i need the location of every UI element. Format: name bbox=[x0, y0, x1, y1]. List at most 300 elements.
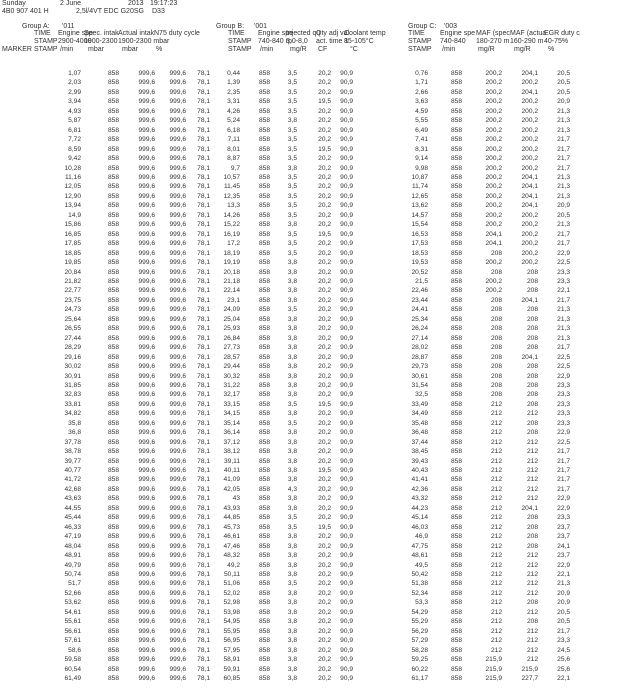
data-cell[interactable]: 212 bbox=[490, 400, 502, 408]
data-cell[interactable]: 858 bbox=[107, 618, 119, 626]
marker-cell[interactable] bbox=[0, 390, 58, 399]
spacer-cell[interactable] bbox=[354, 78, 396, 87]
data-cell[interactable]: 90,9 bbox=[340, 221, 353, 229]
data-cell[interactable]: 208 bbox=[526, 277, 538, 285]
data-cell[interactable]: 40,77 bbox=[64, 467, 81, 475]
data-cell[interactable]: 858 bbox=[107, 448, 119, 456]
data-cell[interactable]: 3,5 bbox=[287, 202, 297, 210]
data-cell[interactable]: 858 bbox=[450, 419, 462, 427]
version-cell[interactable]: D33 bbox=[152, 7, 165, 15]
data-cell[interactable]: 858 bbox=[450, 381, 462, 389]
data-cell[interactable]: 858 bbox=[450, 98, 462, 106]
data-cell[interactable]: 999,6 bbox=[138, 173, 155, 181]
data-cell[interactable]: 858 bbox=[258, 306, 270, 314]
data-cell[interactable]: 21,7 bbox=[557, 627, 570, 635]
data-cell[interactable]: 52,34 bbox=[411, 589, 428, 597]
data-cell[interactable]: 208 bbox=[490, 391, 502, 399]
data-cell[interactable]: 19,5 bbox=[318, 230, 331, 238]
data-cell[interactable]: 20,2 bbox=[318, 391, 331, 399]
data-cell[interactable]: 999,6 bbox=[138, 495, 155, 503]
data-cell[interactable]: 858 bbox=[258, 523, 270, 531]
data-cell[interactable]: 858 bbox=[107, 419, 119, 427]
data-cell[interactable]: 3,5 bbox=[287, 523, 297, 531]
data-cell[interactable]: 3,8 bbox=[287, 315, 297, 323]
data-cell[interactable]: 999,6 bbox=[138, 363, 155, 371]
data-cell[interactable]: 858 bbox=[107, 296, 119, 304]
data-cell[interactable]: 23,3 bbox=[557, 381, 570, 389]
data-cell[interactable]: 858 bbox=[450, 637, 462, 645]
col-time-a[interactable]: TIME bbox=[34, 30, 51, 38]
data-cell[interactable]: 78,1 bbox=[197, 656, 210, 664]
data-cell[interactable]: 3,8 bbox=[287, 599, 297, 607]
data-cell[interactable]: 78,1 bbox=[197, 192, 210, 200]
data-cell[interactable]: 42,05 bbox=[223, 485, 240, 493]
data-cell[interactable]: 3,8 bbox=[287, 164, 297, 172]
data-cell[interactable]: 999,6 bbox=[169, 514, 186, 522]
data-cell[interactable]: 999,6 bbox=[138, 589, 155, 597]
data-cell[interactable]: 858 bbox=[107, 306, 119, 314]
data-cell[interactable]: 200,2 bbox=[521, 259, 538, 267]
data-cell[interactable]: 3,31 bbox=[227, 98, 240, 106]
data-cell[interactable]: 44,23 bbox=[411, 504, 428, 512]
data-cell[interactable]: 90,9 bbox=[340, 608, 353, 616]
spec-injected-qty[interactable]: 3,0-8,0 bbox=[286, 37, 308, 45]
data-cell[interactable]: 3,8 bbox=[287, 608, 297, 616]
data-cell[interactable]: 858 bbox=[258, 599, 270, 607]
data-cell[interactable]: 200,2 bbox=[485, 117, 502, 125]
data-cell[interactable]: 858 bbox=[450, 334, 462, 342]
data-cell[interactable]: 78,1 bbox=[197, 334, 210, 342]
data-cell[interactable]: 200,2 bbox=[521, 155, 538, 163]
data-cell[interactable]: 20,5 bbox=[557, 608, 570, 616]
data-cell[interactable]: 999,6 bbox=[138, 561, 155, 569]
data-cell[interactable]: 1,07 bbox=[68, 70, 81, 77]
data-cell[interactable]: 3,8 bbox=[287, 353, 297, 361]
data-cell[interactable]: 858 bbox=[107, 136, 119, 144]
data-cell[interactable]: 56,95 bbox=[223, 637, 240, 645]
data-cell[interactable]: 37,78 bbox=[64, 438, 81, 446]
data-cell[interactable]: 23,1 bbox=[227, 296, 240, 304]
spacer-cell[interactable] bbox=[354, 608, 396, 617]
data-cell[interactable]: 6,81 bbox=[68, 126, 81, 134]
data-cell[interactable]: 78,1 bbox=[197, 296, 210, 304]
data-cell[interactable]: 212 bbox=[490, 608, 502, 616]
group-a-label[interactable]: Group A: bbox=[22, 22, 50, 30]
data-cell[interactable]: 21,3 bbox=[557, 117, 570, 125]
data-cell[interactable]: 59,25 bbox=[411, 656, 428, 664]
data-cell[interactable]: 90,9 bbox=[340, 665, 353, 673]
marker-cell[interactable] bbox=[0, 665, 58, 674]
data-cell[interactable]: 858 bbox=[450, 608, 462, 616]
data-cell[interactable]: 90,9 bbox=[340, 504, 353, 512]
data-cell[interactable]: 999,6 bbox=[138, 353, 155, 361]
data-cell[interactable]: 208 bbox=[526, 391, 538, 399]
data-cell[interactable]: 858 bbox=[450, 438, 462, 446]
marker-cell[interactable] bbox=[0, 579, 58, 588]
data-cell[interactable]: 90,9 bbox=[340, 467, 353, 475]
data-cell[interactable]: 999,6 bbox=[138, 457, 155, 465]
data-cell[interactable]: 57,29 bbox=[411, 637, 428, 645]
data-cell[interactable]: 200,2 bbox=[521, 107, 538, 115]
data-cell[interactable]: 858 bbox=[258, 277, 270, 285]
data-cell[interactable]: 858 bbox=[107, 79, 119, 87]
data-cell[interactable]: 858 bbox=[258, 476, 270, 484]
data-cell[interactable]: 21,7 bbox=[557, 155, 570, 163]
data-cell[interactable]: 858 bbox=[107, 164, 119, 172]
data-cell[interactable]: 200,2 bbox=[485, 70, 502, 77]
data-cell[interactable]: 200,2 bbox=[521, 164, 538, 172]
data-cell[interactable]: 999,6 bbox=[138, 627, 155, 635]
data-cell[interactable]: 78,1 bbox=[197, 542, 210, 550]
data-cell[interactable]: 858 bbox=[450, 457, 462, 465]
spacer-cell[interactable] bbox=[354, 409, 396, 418]
data-cell[interactable]: 212 bbox=[490, 580, 502, 588]
data-cell[interactable]: 858 bbox=[107, 325, 119, 333]
data-cell[interactable]: 3,8 bbox=[287, 117, 297, 125]
data-cell[interactable]: 90,9 bbox=[340, 372, 353, 380]
data-cell[interactable]: 78,1 bbox=[197, 561, 210, 569]
data-cell[interactable]: 999,6 bbox=[138, 485, 155, 493]
data-cell[interactable]: 999,6 bbox=[138, 438, 155, 446]
marker-cell[interactable] bbox=[0, 230, 58, 239]
spacer-cell[interactable] bbox=[354, 343, 396, 352]
data-cell[interactable]: 858 bbox=[450, 467, 462, 475]
data-cell[interactable]: 212 bbox=[526, 457, 538, 465]
data-cell[interactable]: 23,3 bbox=[557, 410, 570, 418]
data-cell[interactable]: 858 bbox=[107, 646, 119, 654]
data-cell[interactable]: 999,6 bbox=[138, 608, 155, 616]
data-cell[interactable]: 3,8 bbox=[287, 296, 297, 304]
data-cell[interactable]: 858 bbox=[450, 665, 462, 673]
spec-maf-spec[interactable]: 180-270 m bbox=[476, 37, 510, 45]
data-cell[interactable]: 858 bbox=[258, 618, 270, 626]
data-cell[interactable]: 999,6 bbox=[138, 429, 155, 437]
marker-cell[interactable] bbox=[0, 608, 58, 617]
data-cell[interactable]: 858 bbox=[450, 542, 462, 550]
data-cell[interactable]: 20,5 bbox=[557, 79, 570, 87]
data-cell[interactable]: 55,61 bbox=[64, 618, 81, 626]
data-cell[interactable]: 4,59 bbox=[415, 107, 428, 115]
data-cell[interactable]: 204,1 bbox=[521, 353, 538, 361]
marker-cell[interactable] bbox=[0, 239, 58, 248]
spacer-cell[interactable] bbox=[354, 173, 396, 182]
data-cell[interactable]: 12,35 bbox=[223, 192, 240, 200]
data-cell[interactable]: 26,84 bbox=[223, 334, 240, 342]
data-cell[interactable]: 3,5 bbox=[287, 580, 297, 588]
data-cell[interactable]: 9,42 bbox=[68, 155, 81, 163]
data-cell[interactable]: 858 bbox=[450, 599, 462, 607]
data-cell[interactable]: 208 bbox=[490, 315, 502, 323]
data-cell[interactable]: 858 bbox=[107, 400, 119, 408]
data-cell[interactable]: 200,2 bbox=[521, 145, 538, 153]
data-cell[interactable]: 858 bbox=[107, 552, 119, 560]
col-engine-speed-c[interactable]: Engine spe bbox=[440, 30, 476, 38]
data-cell[interactable]: 78,1 bbox=[197, 277, 210, 285]
part-number-cell[interactable]: 4B0 907 401 H bbox=[2, 7, 49, 15]
data-cell[interactable]: 38,45 bbox=[411, 448, 428, 456]
spec-coolant-temp[interactable]: 85-105°C bbox=[344, 37, 374, 45]
data-cell[interactable]: 78,1 bbox=[197, 183, 210, 191]
data-cell[interactable]: 2,66 bbox=[415, 88, 428, 96]
data-cell[interactable]: 50,42 bbox=[411, 571, 428, 579]
data-cell[interactable]: 858 bbox=[107, 155, 119, 163]
data-cell[interactable]: 90,9 bbox=[340, 70, 353, 77]
data-cell[interactable]: 20,2 bbox=[318, 372, 331, 380]
data-cell[interactable]: 212 bbox=[526, 410, 538, 418]
data-cell[interactable]: 21,7 bbox=[557, 230, 570, 238]
data-cell[interactable]: 858 bbox=[107, 381, 119, 389]
data-cell[interactable]: 22,5 bbox=[557, 353, 570, 361]
data-cell[interactable]: 78,1 bbox=[197, 646, 210, 654]
data-cell[interactable]: 999,6 bbox=[138, 504, 155, 512]
data-cell[interactable]: 34,82 bbox=[64, 410, 81, 418]
data-cell[interactable]: 54,95 bbox=[223, 618, 240, 626]
data-cell[interactable]: 200,2 bbox=[485, 211, 502, 219]
data-cell[interactable]: 858 bbox=[258, 155, 270, 163]
data-cell[interactable]: 858 bbox=[107, 334, 119, 342]
data-cell[interactable]: 22,9 bbox=[557, 495, 570, 503]
data-cell[interactable]: 48,61 bbox=[411, 552, 428, 560]
data-cell[interactable]: 90,9 bbox=[340, 410, 353, 418]
data-cell[interactable]: 78,1 bbox=[197, 164, 210, 172]
data-cell[interactable]: 858 bbox=[107, 353, 119, 361]
data-cell[interactable]: 53,62 bbox=[64, 599, 81, 607]
data-cell[interactable]: 78,1 bbox=[197, 70, 210, 77]
data-cell[interactable]: 5,87 bbox=[68, 117, 81, 125]
data-cell[interactable]: 858 bbox=[258, 192, 270, 200]
data-cell[interactable]: 20,9 bbox=[557, 599, 570, 607]
data-cell[interactable]: 858 bbox=[258, 485, 270, 493]
data-cell[interactable]: 858 bbox=[450, 589, 462, 597]
data-cell[interactable]: 36,8 bbox=[68, 429, 81, 437]
data-cell[interactable]: 999,6 bbox=[169, 221, 186, 229]
data-cell[interactable]: 90,9 bbox=[340, 400, 353, 408]
data-cell[interactable]: 20,2 bbox=[318, 183, 331, 191]
data-cell[interactable]: 20,2 bbox=[318, 457, 331, 465]
data-cell[interactable]: 3,5 bbox=[287, 514, 297, 522]
data-cell[interactable]: 18,85 bbox=[64, 249, 81, 257]
data-cell[interactable]: 78,1 bbox=[197, 107, 210, 115]
data-cell[interactable]: 3,8 bbox=[287, 552, 297, 560]
data-cell[interactable]: 25,6 bbox=[557, 656, 570, 664]
data-cell[interactable]: 215,9 bbox=[485, 665, 502, 673]
data-cell[interactable]: 858 bbox=[258, 164, 270, 172]
data-cell[interactable]: 858 bbox=[107, 533, 119, 541]
data-cell[interactable]: 858 bbox=[107, 438, 119, 446]
data-cell[interactable]: 20,2 bbox=[318, 88, 331, 96]
data-cell[interactable]: 3,8 bbox=[287, 438, 297, 446]
data-cell[interactable]: 20,2 bbox=[318, 259, 331, 267]
data-cell[interactable]: 90,9 bbox=[340, 268, 353, 276]
data-cell[interactable]: 208 bbox=[526, 268, 538, 276]
data-cell[interactable]: 1,39 bbox=[227, 79, 240, 87]
data-cell[interactable]: 3,5 bbox=[287, 145, 297, 153]
data-cell[interactable]: 212 bbox=[490, 457, 502, 465]
data-cell[interactable]: 999,6 bbox=[138, 448, 155, 456]
data-cell[interactable]: 24,1 bbox=[557, 542, 570, 550]
data-cell[interactable]: 227,7 bbox=[521, 675, 538, 682]
data-cell[interactable]: 999,6 bbox=[169, 344, 186, 352]
data-cell[interactable]: 49,2 bbox=[227, 561, 240, 569]
data-cell[interactable]: 20,2 bbox=[318, 589, 331, 597]
spacer-cell[interactable] bbox=[354, 154, 396, 163]
data-cell[interactable]: 858 bbox=[258, 353, 270, 361]
data-cell[interactable]: 858 bbox=[258, 183, 270, 191]
data-cell[interactable]: 52,02 bbox=[223, 589, 240, 597]
spacer-cell[interactable] bbox=[354, 126, 396, 135]
data-cell[interactable]: 3,8 bbox=[287, 410, 297, 418]
data-cell[interactable]: 999,6 bbox=[138, 126, 155, 134]
data-cell[interactable]: 11,45 bbox=[223, 183, 240, 191]
data-cell[interactable]: 28,29 bbox=[64, 344, 81, 352]
data-cell[interactable]: 858 bbox=[258, 429, 270, 437]
data-cell[interactable]: 858 bbox=[107, 514, 119, 522]
data-cell[interactable]: 208 bbox=[490, 296, 502, 304]
data-cell[interactable]: 10,28 bbox=[64, 164, 81, 172]
data-cell[interactable]: 21,3 bbox=[557, 173, 570, 181]
data-cell[interactable]: 212 bbox=[526, 552, 538, 560]
spec-time-c[interactable]: STAMP bbox=[408, 37, 432, 45]
data-cell[interactable]: 90,9 bbox=[340, 164, 353, 172]
marker-cell[interactable] bbox=[0, 646, 58, 655]
data-cell[interactable]: 999,6 bbox=[169, 268, 186, 276]
data-cell[interactable]: 858 bbox=[107, 363, 119, 371]
data-cell[interactable]: 999,6 bbox=[138, 277, 155, 285]
data-cell[interactable]: 212 bbox=[490, 627, 502, 635]
data-cell[interactable]: 999,6 bbox=[138, 334, 155, 342]
spacer-cell[interactable] bbox=[354, 334, 396, 343]
spacer-cell[interactable] bbox=[354, 598, 396, 607]
data-cell[interactable]: 999,6 bbox=[169, 277, 186, 285]
data-cell[interactable]: 999,6 bbox=[138, 542, 155, 550]
marker-cell[interactable] bbox=[0, 428, 58, 437]
data-cell[interactable]: 3,8 bbox=[287, 391, 297, 399]
data-cell[interactable]: 43 bbox=[232, 495, 240, 503]
data-cell[interactable]: 208 bbox=[526, 533, 538, 541]
data-cell[interactable]: 19,5 bbox=[318, 400, 331, 408]
data-cell[interactable]: 200,2 bbox=[485, 155, 502, 163]
spacer-cell[interactable] bbox=[354, 220, 396, 229]
data-cell[interactable]: 78,1 bbox=[197, 211, 210, 219]
spacer-cell[interactable] bbox=[354, 116, 396, 125]
data-cell[interactable]: 90,9 bbox=[340, 448, 353, 456]
data-cell[interactable]: 78,1 bbox=[197, 202, 210, 210]
data-cell[interactable]: 23,7 bbox=[557, 523, 570, 531]
marker-cell[interactable] bbox=[0, 192, 58, 201]
data-cell[interactable]: 999,6 bbox=[169, 230, 186, 238]
data-cell[interactable]: 8,59 bbox=[68, 145, 81, 153]
group-b-label[interactable]: Group B: bbox=[216, 22, 245, 30]
spec-engine-speed-a[interactable]: 2900-4000 bbox=[58, 37, 92, 45]
data-cell[interactable]: 200,2 bbox=[485, 126, 502, 134]
data-cell[interactable]: 20,9 bbox=[557, 202, 570, 210]
data-cell[interactable]: 858 bbox=[107, 410, 119, 418]
data-cell[interactable]: 21,7 bbox=[557, 145, 570, 153]
data-cell[interactable]: 30,32 bbox=[223, 372, 240, 380]
data-cell[interactable]: 999,6 bbox=[138, 410, 155, 418]
data-cell[interactable]: 3,94 bbox=[68, 98, 81, 106]
data-cell[interactable]: 21,7 bbox=[557, 240, 570, 248]
data-cell[interactable]: 26,24 bbox=[411, 325, 428, 333]
data-cell[interactable]: 23,7 bbox=[557, 533, 570, 541]
spacer-cell[interactable] bbox=[354, 315, 396, 324]
data-cell[interactable]: 78,1 bbox=[197, 637, 210, 645]
data-cell[interactable]: 15,86 bbox=[64, 221, 81, 229]
data-cell[interactable]: 29,73 bbox=[411, 363, 428, 371]
marker-cell[interactable] bbox=[0, 286, 58, 295]
marker-cell[interactable] bbox=[0, 504, 58, 513]
data-cell[interactable]: 8,87 bbox=[227, 155, 240, 163]
data-cell[interactable]: 858 bbox=[258, 259, 270, 267]
marker-cell[interactable] bbox=[0, 457, 58, 466]
data-cell[interactable]: 999,6 bbox=[138, 580, 155, 588]
data-cell[interactable]: 19,5 bbox=[318, 98, 331, 106]
data-cell[interactable]: 22,5 bbox=[557, 259, 570, 267]
data-cell[interactable]: 90,9 bbox=[340, 457, 353, 465]
data-cell[interactable]: 90,9 bbox=[340, 599, 353, 607]
marker-cell[interactable] bbox=[0, 145, 58, 154]
data-cell[interactable]: 858 bbox=[258, 608, 270, 616]
data-cell[interactable]: 858 bbox=[107, 249, 119, 257]
data-cell[interactable]: 999,6 bbox=[138, 381, 155, 389]
marker-cell[interactable] bbox=[0, 135, 58, 144]
data-cell[interactable]: 78,1 bbox=[197, 476, 210, 484]
data-cell[interactable]: 200,2 bbox=[485, 173, 502, 181]
data-cell[interactable]: 999,6 bbox=[169, 485, 186, 493]
spacer-cell[interactable] bbox=[354, 513, 396, 522]
data-cell[interactable]: 90,9 bbox=[340, 363, 353, 371]
data-cell[interactable]: 999,6 bbox=[169, 523, 186, 531]
data-cell[interactable]: 858 bbox=[450, 627, 462, 635]
data-cell[interactable]: 858 bbox=[258, 514, 270, 522]
data-cell[interactable]: 999,6 bbox=[138, 202, 155, 210]
data-cell[interactable]: 20,2 bbox=[318, 410, 331, 418]
data-cell[interactable]: 78,1 bbox=[197, 117, 210, 125]
data-cell[interactable]: 999,6 bbox=[138, 306, 155, 314]
data-cell[interactable]: 90,9 bbox=[340, 107, 353, 115]
data-cell[interactable]: 90,9 bbox=[340, 192, 353, 200]
data-cell[interactable]: 20,2 bbox=[318, 514, 331, 522]
data-cell[interactable]: 200,2 bbox=[485, 88, 502, 96]
spacer-cell[interactable] bbox=[354, 97, 396, 106]
data-cell[interactable]: 999,6 bbox=[138, 155, 155, 163]
data-cell[interactable]: 200,2 bbox=[521, 230, 538, 238]
data-cell[interactable]: 858 bbox=[258, 268, 270, 276]
data-cell[interactable]: 212 bbox=[526, 467, 538, 475]
data-cell[interactable]: 30,02 bbox=[64, 363, 81, 371]
marker-cell[interactable] bbox=[0, 636, 58, 645]
data-cell[interactable]: 22,1 bbox=[557, 287, 570, 295]
spacer-cell[interactable] bbox=[354, 542, 396, 551]
data-cell[interactable]: 20,2 bbox=[318, 381, 331, 389]
data-cell[interactable]: 10,57 bbox=[223, 173, 240, 181]
data-cell[interactable]: 78,1 bbox=[197, 599, 210, 607]
data-cell[interactable]: 7,72 bbox=[68, 136, 81, 144]
data-cell[interactable]: 999,6 bbox=[169, 665, 186, 673]
data-cell[interactable]: 90,9 bbox=[340, 98, 353, 106]
data-cell[interactable]: 999,6 bbox=[138, 315, 155, 323]
data-cell[interactable]: 20,2 bbox=[318, 571, 331, 579]
data-cell[interactable]: 858 bbox=[450, 656, 462, 664]
marker-cell[interactable] bbox=[0, 485, 58, 494]
data-cell[interactable]: 999,6 bbox=[169, 145, 186, 153]
data-cell[interactable]: 78,1 bbox=[197, 400, 210, 408]
group-a-code[interactable]: '011 bbox=[62, 22, 75, 30]
data-cell[interactable]: 858 bbox=[450, 79, 462, 87]
data-cell[interactable]: 78,1 bbox=[197, 523, 210, 531]
data-cell[interactable]: 22,9 bbox=[557, 429, 570, 437]
col-coolant-temp[interactable]: Coolant temp bbox=[344, 30, 386, 38]
